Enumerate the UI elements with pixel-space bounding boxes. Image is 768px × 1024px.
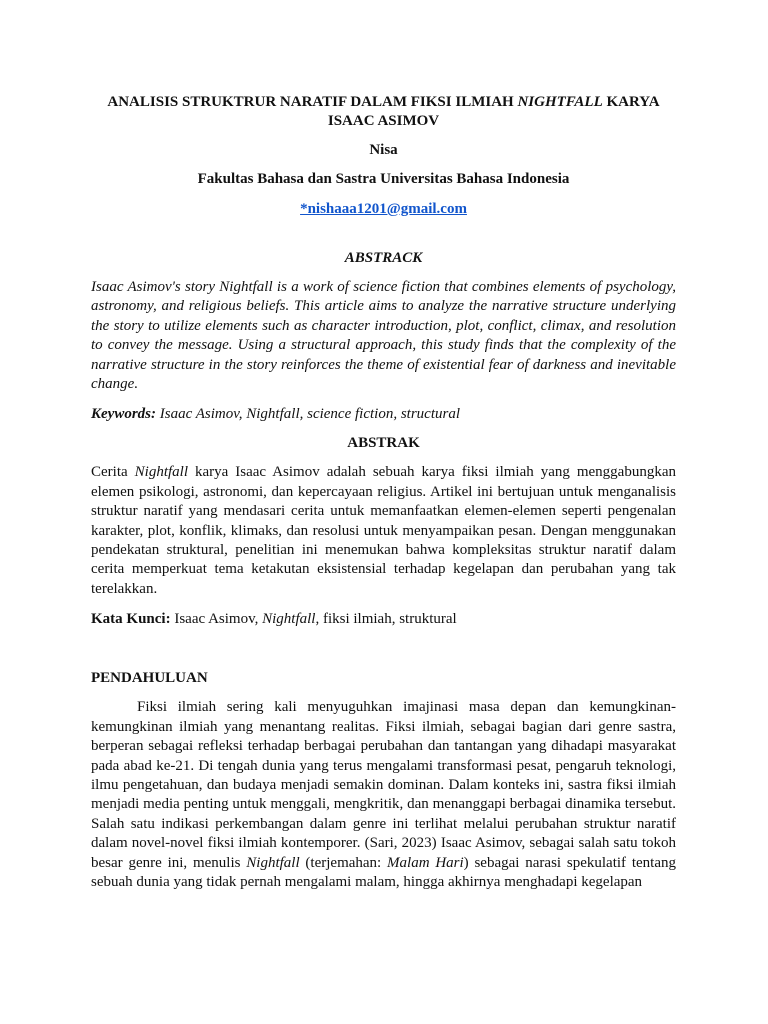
abstract-id-text-start: Cerita [91,464,135,481]
keywords-id-start: Isaac Asimov, [170,611,263,628]
abstract-id-heading: ABSTRAK [347,435,420,452]
keywords-id-end: , fiksi ilmiah, struktural [315,611,457,628]
title-italic: NIGHTFALL [517,94,603,110]
keywords-en-label: Keywords: [91,406,156,423]
keywords-en [91,405,676,424]
affiliation: Fakultas Bahasa dan Sastra Universitas Bahasa Indonesia [197,171,570,187]
keywords-id [91,610,676,629]
abstract-id-text [91,463,676,599]
title-text-end: KARYA ISAAC ASIMOV [327,94,660,129]
intro-text-3: ) sebagai narasi spekulatif tentang sebuah dunia yang tidak pernah mengalami malam, hingga akhirnya menghadapi kegelapan [91,854,676,890]
abstract-id-italic: Nightfall [134,464,188,481]
keywords-id-label: Kata Kunci: [91,611,171,628]
intro-italic-1: Nightfall [246,854,300,871]
abstract-en-text: Isaac Asimov's story Nightfall is a work of science fiction that combines elements of psychology, astronomy, and religious beliefs. This article aims to analyze the narrative structure underlying the story to utilize elements such as character introduction, plot, conflict, climax, and resolution to convey the message. Using a structural approach, this study finds that the complexity of the narrative structure in the story reinforces the theme of existential fear of darkness and inevitable change. [91,279,676,393]
email-link[interactable]: *nishaaa1201@gmail.com [300,201,467,217]
abstract-id-text-rest: karya Isaac Asimov adalah sebuah karya fiksi ilmiah yang menggabungkan elemen psikologi, astronomi, dan kepercayaan religius. Artikel ini bertujuan untuk menganalisis struktur naratif yang mendasari cerita untuk memanfaatkan elemen-elemen seperti pengenalan karakter, plot, konflik, klimaks, dan resolusi untuk menyampaikan pesan. Dengan menggunakan pendekatan struktural, penelitian ini menemukan bahwa kompleksitas struktur naratif dalam cerita memperkuat tema ketakutan eksistensial terhadap kegelapan dan perubahan yang tak terelakkan. [91,464,676,597]
abstract-en-heading: ABSTRACK [344,250,423,266]
section-heading-pendahuluan: PENDAHULUAN [91,670,208,687]
intro-text-1: Fiksi ilmiah sering kali menyuguhkan imajinasi masa depan dan kemungkinan-kemungkinan ilmiah yang menantang realitas. Fiksi ilmiah, sebagai bagian dari genre sastra, berperan sebagai refleksi terhadap berbagai perubahan dan tantangan yang dihadapi masyarakat pada abad ke-21. Di tengah dunia yang terus mengalami transformasi pesat, pengaruh teknologi, ilmu pengetahuan, dan budaya menjadi semakin dominan. Dalam konteks ini, sastra fiksi ilmiah menjadi media penting untuk menggali, mengkritik, dan menanggapi berbagai dinamika tersebut. Salah satu indikasi perkembangan dalam genre ini terlihat melalui perubahan struktur naratif dalam novel-novel fiksi ilmiah kontemporer. (Sari, 2023) Isaac Asimov, sebagai salah satu tokoh besar genre ini, menulis [91,699,676,871]
paper-title [91,93,676,131]
keywords-en-values: Isaac Asimov, Nightfall, science fiction, structural [156,406,460,423]
title-text: ANALISIS STRUKTRUR NARATIF DALAM FIKSI ILMIAH [107,94,518,110]
page-content [91,93,676,892]
author-name: Nisa [369,142,398,158]
intro-text-2: (terjemahan: [299,854,388,871]
intro-italic-2: Malam Hari [387,854,464,871]
keywords-id-italic: Nightfall [262,611,316,628]
intro-paragraph [91,698,676,892]
